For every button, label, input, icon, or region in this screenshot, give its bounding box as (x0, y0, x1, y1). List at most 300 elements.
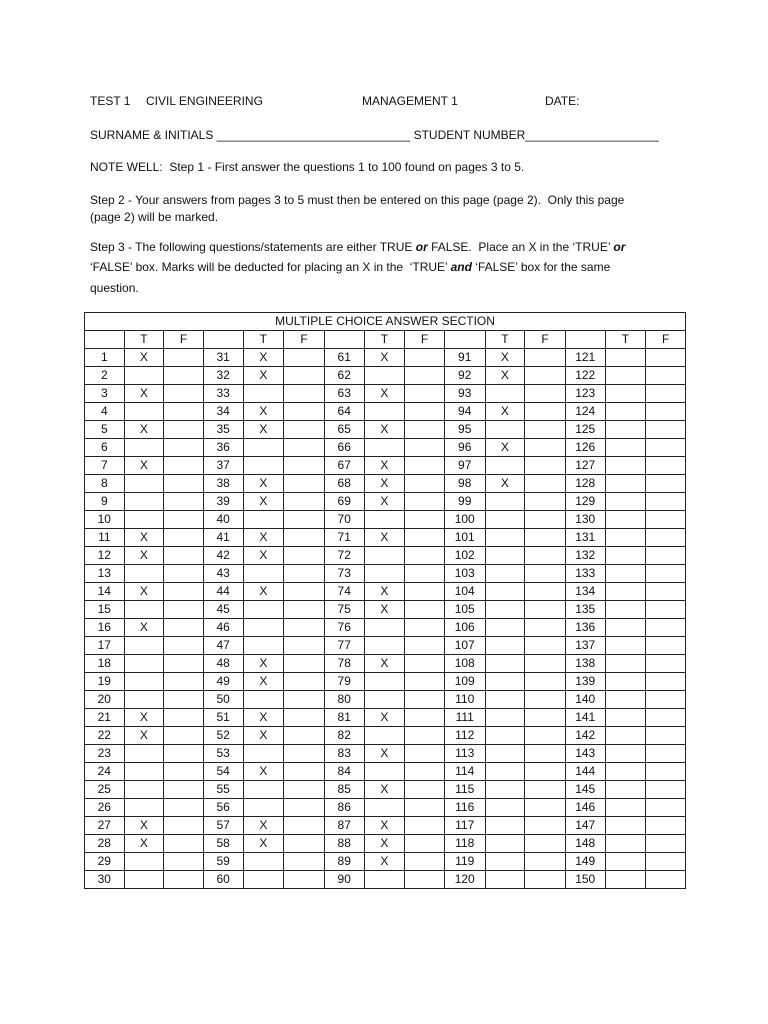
true-answer-box[interactable]: X (124, 709, 164, 727)
true-answer-box[interactable]: X (124, 547, 164, 565)
false-answer-box[interactable] (525, 673, 566, 691)
false-answer-box[interactable] (284, 511, 325, 529)
false-answer-box[interactable] (164, 799, 204, 817)
true-answer-box[interactable] (605, 439, 646, 457)
true-answer-box[interactable] (124, 475, 164, 493)
false-answer-box[interactable] (284, 529, 325, 547)
false-answer-box[interactable] (284, 547, 325, 565)
true-answer-box[interactable] (485, 871, 525, 889)
false-answer-box[interactable] (164, 781, 204, 799)
true-answer-box[interactable] (485, 853, 525, 871)
true-answer-box[interactable]: X (124, 349, 164, 367)
false-answer-box[interactable] (646, 439, 686, 457)
false-answer-box[interactable] (405, 853, 445, 871)
false-answer-box[interactable] (525, 637, 566, 655)
true-answer-box[interactable] (605, 511, 646, 529)
true-answer-box[interactable]: X (243, 475, 284, 493)
false-answer-box[interactable] (284, 727, 325, 745)
false-answer-box[interactable] (525, 763, 566, 781)
false-answer-box[interactable] (646, 817, 686, 835)
false-answer-box[interactable] (525, 565, 566, 583)
true-answer-box[interactable]: X (243, 655, 284, 673)
true-answer-box[interactable] (605, 673, 646, 691)
false-answer-box[interactable] (164, 439, 204, 457)
false-answer-box[interactable] (405, 547, 445, 565)
true-answer-box[interactable]: X (243, 493, 284, 511)
false-answer-box[interactable] (284, 601, 325, 619)
false-answer-box[interactable] (405, 601, 445, 619)
false-answer-box[interactable] (284, 565, 325, 583)
true-answer-box[interactable] (605, 547, 646, 565)
true-answer-box[interactable] (124, 601, 164, 619)
true-answer-box[interactable]: X (364, 835, 405, 853)
true-answer-box[interactable]: X (124, 421, 164, 439)
false-answer-box[interactable] (405, 421, 445, 439)
true-answer-box[interactable] (243, 511, 284, 529)
true-answer-box[interactable] (485, 727, 525, 745)
false-answer-box[interactable] (164, 601, 204, 619)
false-answer-box[interactable] (405, 799, 445, 817)
true-answer-box[interactable]: X (364, 349, 405, 367)
true-answer-box[interactable] (124, 763, 164, 781)
true-answer-box[interactable]: X (364, 475, 405, 493)
true-answer-box[interactable] (364, 799, 405, 817)
true-answer-box[interactable] (243, 457, 284, 475)
true-answer-box[interactable]: X (124, 619, 164, 637)
true-answer-box[interactable]: X (243, 529, 284, 547)
false-answer-box[interactable] (164, 547, 204, 565)
false-answer-box[interactable] (525, 691, 566, 709)
false-answer-box[interactable] (646, 565, 686, 583)
false-answer-box[interactable] (405, 403, 445, 421)
false-answer-box[interactable] (405, 583, 445, 601)
false-answer-box[interactable] (405, 781, 445, 799)
true-answer-box[interactable] (485, 673, 525, 691)
true-answer-box[interactable] (124, 403, 164, 421)
false-answer-box[interactable] (525, 529, 566, 547)
true-answer-box[interactable] (243, 745, 284, 763)
true-answer-box[interactable]: X (364, 493, 405, 511)
true-answer-box[interactable] (485, 457, 525, 475)
false-answer-box[interactable] (405, 439, 445, 457)
false-answer-box[interactable] (646, 691, 686, 709)
false-answer-box[interactable] (284, 349, 325, 367)
false-answer-box[interactable] (284, 799, 325, 817)
false-answer-box[interactable] (164, 637, 204, 655)
true-answer-box[interactable] (605, 727, 646, 745)
true-answer-box[interactable] (605, 475, 646, 493)
false-answer-box[interactable] (525, 493, 566, 511)
true-answer-box[interactable] (124, 691, 164, 709)
true-answer-box[interactable] (485, 691, 525, 709)
false-answer-box[interactable] (525, 349, 566, 367)
false-answer-box[interactable] (164, 565, 204, 583)
false-answer-box[interactable] (525, 601, 566, 619)
true-answer-box[interactable] (605, 835, 646, 853)
false-answer-box[interactable] (525, 367, 566, 385)
false-answer-box[interactable] (405, 457, 445, 475)
false-answer-box[interactable] (164, 619, 204, 637)
false-answer-box[interactable] (646, 349, 686, 367)
true-answer-box[interactable]: X (364, 745, 405, 763)
true-answer-box[interactable]: X (124, 385, 164, 403)
true-answer-box[interactable] (124, 799, 164, 817)
false-answer-box[interactable] (525, 781, 566, 799)
true-answer-box[interactable] (605, 457, 646, 475)
true-answer-box[interactable]: X (124, 583, 164, 601)
true-answer-box[interactable] (485, 421, 525, 439)
false-answer-box[interactable] (525, 475, 566, 493)
true-answer-box[interactable] (243, 565, 284, 583)
true-answer-box[interactable] (605, 583, 646, 601)
true-answer-box[interactable] (605, 601, 646, 619)
true-answer-box[interactable] (605, 403, 646, 421)
false-answer-box[interactable] (525, 457, 566, 475)
false-answer-box[interactable] (525, 403, 566, 421)
false-answer-box[interactable] (284, 763, 325, 781)
true-answer-box[interactable] (485, 583, 525, 601)
true-answer-box[interactable] (124, 673, 164, 691)
true-answer-box[interactable]: X (124, 457, 164, 475)
false-answer-box[interactable] (284, 367, 325, 385)
true-answer-box[interactable]: X (485, 403, 525, 421)
true-answer-box[interactable] (605, 871, 646, 889)
false-answer-box[interactable] (525, 547, 566, 565)
false-answer-box[interactable] (405, 637, 445, 655)
false-answer-box[interactable] (646, 871, 686, 889)
true-answer-box[interactable]: X (364, 421, 405, 439)
false-answer-box[interactable] (284, 709, 325, 727)
true-answer-box[interactable]: X (485, 475, 525, 493)
true-answer-box[interactable] (243, 619, 284, 637)
true-answer-box[interactable]: X (124, 529, 164, 547)
false-answer-box[interactable] (646, 493, 686, 511)
true-answer-box[interactable]: X (243, 673, 284, 691)
false-answer-box[interactable] (525, 871, 566, 889)
false-answer-box[interactable] (646, 619, 686, 637)
true-answer-box[interactable] (124, 781, 164, 799)
false-answer-box[interactable] (525, 583, 566, 601)
false-answer-box[interactable] (164, 403, 204, 421)
false-answer-box[interactable] (284, 493, 325, 511)
false-answer-box[interactable] (405, 709, 445, 727)
false-answer-box[interactable] (525, 727, 566, 745)
false-answer-box[interactable] (164, 871, 204, 889)
true-answer-box[interactable]: X (364, 457, 405, 475)
true-answer-box[interactable] (485, 817, 525, 835)
false-answer-box[interactable] (284, 619, 325, 637)
false-answer-box[interactable] (646, 709, 686, 727)
false-answer-box[interactable] (525, 853, 566, 871)
true-answer-box[interactable] (243, 781, 284, 799)
false-answer-box[interactable] (284, 439, 325, 457)
true-answer-box[interactable]: X (485, 367, 525, 385)
false-answer-box[interactable] (284, 871, 325, 889)
false-answer-box[interactable] (164, 727, 204, 745)
false-answer-box[interactable] (164, 457, 204, 475)
true-answer-box[interactable]: X (364, 817, 405, 835)
true-answer-box[interactable] (243, 871, 284, 889)
false-answer-box[interactable] (405, 511, 445, 529)
true-answer-box[interactable] (364, 691, 405, 709)
false-answer-box[interactable] (646, 799, 686, 817)
true-answer-box[interactable] (485, 601, 525, 619)
true-answer-box[interactable] (485, 781, 525, 799)
true-answer-box[interactable] (364, 547, 405, 565)
true-answer-box[interactable]: X (364, 655, 405, 673)
true-answer-box[interactable] (243, 601, 284, 619)
false-answer-box[interactable] (525, 619, 566, 637)
false-answer-box[interactable] (164, 511, 204, 529)
false-answer-box[interactable] (405, 619, 445, 637)
true-answer-box[interactable] (364, 511, 405, 529)
false-answer-box[interactable] (525, 439, 566, 457)
true-answer-box[interactable] (124, 439, 164, 457)
false-answer-box[interactable] (164, 529, 204, 547)
true-answer-box[interactable]: X (364, 853, 405, 871)
false-answer-box[interactable] (164, 745, 204, 763)
false-answer-box[interactable] (405, 763, 445, 781)
true-answer-box[interactable]: X (485, 349, 525, 367)
false-answer-box[interactable] (646, 601, 686, 619)
true-answer-box[interactable]: X (243, 835, 284, 853)
false-answer-box[interactable] (525, 511, 566, 529)
true-answer-box[interactable]: X (243, 547, 284, 565)
true-answer-box[interactable] (124, 655, 164, 673)
false-answer-box[interactable] (284, 745, 325, 763)
true-answer-box[interactable] (485, 511, 525, 529)
false-answer-box[interactable] (405, 817, 445, 835)
true-answer-box[interactable] (124, 637, 164, 655)
false-answer-box[interactable] (525, 835, 566, 853)
false-answer-box[interactable] (284, 691, 325, 709)
false-answer-box[interactable] (164, 493, 204, 511)
true-answer-box[interactable] (243, 439, 284, 457)
false-answer-box[interactable] (405, 475, 445, 493)
true-answer-box[interactable]: X (124, 727, 164, 745)
false-answer-box[interactable] (646, 457, 686, 475)
false-answer-box[interactable] (525, 799, 566, 817)
false-answer-box[interactable] (164, 817, 204, 835)
true-answer-box[interactable] (364, 565, 405, 583)
true-answer-box[interactable] (485, 655, 525, 673)
true-answer-box[interactable] (243, 799, 284, 817)
false-answer-box[interactable] (164, 835, 204, 853)
true-answer-box[interactable] (243, 691, 284, 709)
true-answer-box[interactable] (364, 403, 405, 421)
true-answer-box[interactable] (243, 853, 284, 871)
false-answer-box[interactable] (405, 655, 445, 673)
false-answer-box[interactable] (284, 421, 325, 439)
false-answer-box[interactable] (405, 871, 445, 889)
false-answer-box[interactable] (646, 529, 686, 547)
true-answer-box[interactable] (485, 619, 525, 637)
false-answer-box[interactable] (284, 583, 325, 601)
true-answer-box[interactable]: X (485, 439, 525, 457)
true-answer-box[interactable] (605, 853, 646, 871)
true-answer-box[interactable] (243, 637, 284, 655)
true-answer-box[interactable] (364, 367, 405, 385)
false-answer-box[interactable] (164, 691, 204, 709)
false-answer-box[interactable] (164, 655, 204, 673)
false-answer-box[interactable] (405, 367, 445, 385)
true-answer-box[interactable] (124, 367, 164, 385)
true-answer-box[interactable]: X (243, 367, 284, 385)
true-answer-box[interactable]: X (243, 583, 284, 601)
false-answer-box[interactable] (405, 673, 445, 691)
false-answer-box[interactable] (284, 853, 325, 871)
false-answer-box[interactable] (646, 763, 686, 781)
false-answer-box[interactable] (646, 547, 686, 565)
false-answer-box[interactable] (405, 691, 445, 709)
false-answer-box[interactable] (646, 367, 686, 385)
true-answer-box[interactable] (485, 493, 525, 511)
false-answer-box[interactable] (525, 385, 566, 403)
false-answer-box[interactable] (646, 637, 686, 655)
false-answer-box[interactable] (284, 781, 325, 799)
true-answer-box[interactable] (605, 529, 646, 547)
true-answer-box[interactable]: X (124, 835, 164, 853)
true-answer-box[interactable] (485, 547, 525, 565)
false-answer-box[interactable] (284, 385, 325, 403)
true-answer-box[interactable] (605, 385, 646, 403)
false-answer-box[interactable] (646, 727, 686, 745)
true-answer-box[interactable] (364, 439, 405, 457)
true-answer-box[interactable]: X (243, 709, 284, 727)
false-answer-box[interactable] (646, 835, 686, 853)
false-answer-box[interactable] (405, 493, 445, 511)
true-answer-box[interactable] (605, 367, 646, 385)
false-answer-box[interactable] (164, 475, 204, 493)
false-answer-box[interactable] (164, 421, 204, 439)
true-answer-box[interactable] (124, 511, 164, 529)
true-answer-box[interactable] (124, 871, 164, 889)
false-answer-box[interactable] (525, 709, 566, 727)
false-answer-box[interactable] (284, 457, 325, 475)
true-answer-box[interactable]: X (243, 349, 284, 367)
true-answer-box[interactable] (605, 763, 646, 781)
false-answer-box[interactable] (646, 655, 686, 673)
true-answer-box[interactable] (605, 655, 646, 673)
true-answer-box[interactable] (364, 637, 405, 655)
true-answer-box[interactable] (605, 349, 646, 367)
true-answer-box[interactable] (485, 835, 525, 853)
false-answer-box[interactable] (284, 475, 325, 493)
false-answer-box[interactable] (164, 709, 204, 727)
true-answer-box[interactable]: X (364, 529, 405, 547)
true-answer-box[interactable] (124, 745, 164, 763)
false-answer-box[interactable] (405, 565, 445, 583)
true-answer-box[interactable] (605, 745, 646, 763)
true-answer-box[interactable] (605, 799, 646, 817)
false-answer-box[interactable] (525, 421, 566, 439)
true-answer-box[interactable] (364, 673, 405, 691)
true-answer-box[interactable] (605, 709, 646, 727)
false-answer-box[interactable] (646, 475, 686, 493)
false-answer-box[interactable] (405, 727, 445, 745)
false-answer-box[interactable] (646, 781, 686, 799)
true-answer-box[interactable] (605, 691, 646, 709)
true-answer-box[interactable] (605, 565, 646, 583)
false-answer-box[interactable] (405, 745, 445, 763)
true-answer-box[interactable]: X (364, 583, 405, 601)
true-answer-box[interactable] (485, 763, 525, 781)
true-answer-box[interactable]: X (364, 709, 405, 727)
false-answer-box[interactable] (164, 853, 204, 871)
false-answer-box[interactable] (284, 655, 325, 673)
false-answer-box[interactable] (525, 817, 566, 835)
true-answer-box[interactable]: X (364, 385, 405, 403)
false-answer-box[interactable] (164, 367, 204, 385)
true-answer-box[interactable]: X (364, 781, 405, 799)
false-answer-box[interactable] (284, 817, 325, 835)
false-answer-box[interactable] (646, 511, 686, 529)
false-answer-box[interactable] (164, 763, 204, 781)
true-answer-box[interactable] (485, 637, 525, 655)
true-answer-box[interactable] (485, 709, 525, 727)
false-answer-box[interactable] (405, 385, 445, 403)
true-answer-box[interactable]: X (243, 403, 284, 421)
false-answer-box[interactable] (405, 529, 445, 547)
false-answer-box[interactable] (164, 385, 204, 403)
true-answer-box[interactable] (605, 619, 646, 637)
false-answer-box[interactable] (405, 349, 445, 367)
false-answer-box[interactable] (646, 421, 686, 439)
true-answer-box[interactable] (605, 637, 646, 655)
true-answer-box[interactable] (485, 745, 525, 763)
true-answer-box[interactable] (485, 565, 525, 583)
false-answer-box[interactable] (525, 745, 566, 763)
false-answer-box[interactable] (284, 835, 325, 853)
false-answer-box[interactable] (164, 349, 204, 367)
true-answer-box[interactable] (485, 799, 525, 817)
true-answer-box[interactable] (485, 529, 525, 547)
true-answer-box[interactable] (364, 871, 405, 889)
true-answer-box[interactable]: X (243, 763, 284, 781)
false-answer-box[interactable] (284, 403, 325, 421)
false-answer-box[interactable] (646, 745, 686, 763)
true-answer-box[interactable] (485, 385, 525, 403)
false-answer-box[interactable] (646, 583, 686, 601)
false-answer-box[interactable] (405, 835, 445, 853)
true-answer-box[interactable] (605, 421, 646, 439)
true-answer-box[interactable] (605, 493, 646, 511)
true-answer-box[interactable]: X (243, 727, 284, 745)
false-answer-box[interactable] (646, 385, 686, 403)
false-answer-box[interactable] (646, 853, 686, 871)
true-answer-box[interactable] (605, 781, 646, 799)
false-answer-box[interactable] (164, 583, 204, 601)
true-answer-box[interactable] (124, 565, 164, 583)
false-answer-box[interactable] (284, 673, 325, 691)
true-answer-box[interactable] (243, 385, 284, 403)
true-answer-box[interactable] (124, 493, 164, 511)
false-answer-box[interactable] (164, 673, 204, 691)
true-answer-box[interactable] (364, 727, 405, 745)
true-answer-box[interactable]: X (243, 421, 284, 439)
true-answer-box[interactable]: X (364, 601, 405, 619)
true-answer-box[interactable] (364, 763, 405, 781)
false-answer-box[interactable] (525, 655, 566, 673)
true-answer-box[interactable] (124, 853, 164, 871)
true-answer-box[interactable]: X (124, 817, 164, 835)
true-answer-box[interactable] (364, 619, 405, 637)
false-answer-box[interactable] (646, 403, 686, 421)
true-answer-box[interactable]: X (243, 817, 284, 835)
false-answer-box[interactable] (646, 673, 686, 691)
false-answer-box[interactable] (284, 637, 325, 655)
true-answer-box[interactable] (605, 817, 646, 835)
